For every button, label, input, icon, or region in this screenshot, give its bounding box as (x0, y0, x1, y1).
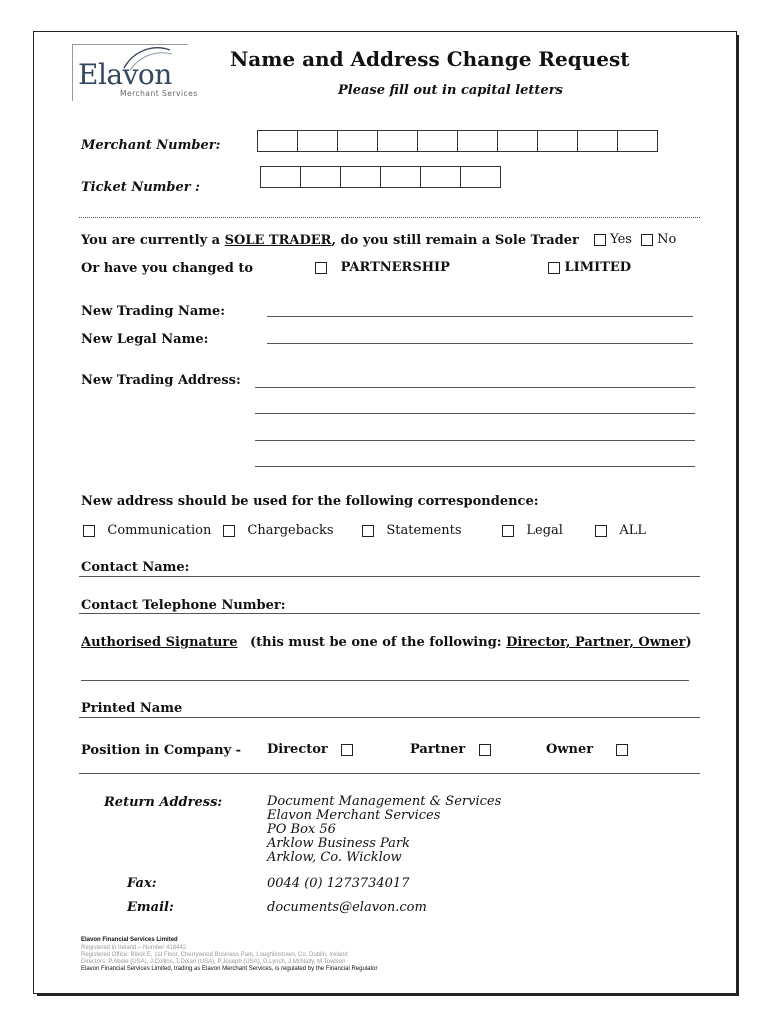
contact-name-input[interactable] (79, 576, 700, 577)
digit-box[interactable] (258, 131, 298, 151)
question-text: You are currently a (81, 233, 225, 248)
fax-value: 0044 (0) 1273734017 (267, 876, 410, 891)
digit-box[interactable] (378, 131, 418, 151)
partnership-checkbox[interactable] (315, 262, 327, 274)
owner-checkbox[interactable] (616, 744, 628, 756)
digit-box[interactable] (461, 167, 500, 187)
address-line-input[interactable] (255, 413, 695, 414)
limited-option[interactable] (548, 260, 631, 275)
partnership-option[interactable] (315, 260, 450, 275)
changed-to-label: Or have you changed to (81, 261, 254, 276)
option-label: Owner (546, 742, 594, 757)
email-value[interactable]: documents@elavon.com (267, 900, 427, 915)
address-line: PO Box 56 (267, 822, 336, 837)
new-legal-name-input[interactable] (267, 343, 693, 344)
all-checkbox[interactable] (595, 525, 607, 537)
merchant-number-field[interactable] (257, 130, 658, 152)
signature-label: Authorised Signature (81, 635, 238, 650)
page-shadow (37, 993, 739, 996)
option-label: Statements (386, 523, 462, 538)
note-roles: Director, Partner, Owner (506, 635, 686, 650)
contact-phone-label: Contact Telephone Number: (81, 598, 286, 613)
yes-checkbox[interactable] (594, 234, 606, 246)
ticket-number-field[interactable] (260, 166, 501, 188)
correspondence-heading: New address should be used for the following correspondence: (81, 494, 539, 509)
new-trading-name-input[interactable] (267, 316, 693, 317)
partner-checkbox[interactable] (479, 744, 491, 756)
chargebacks-checkbox[interactable] (223, 525, 235, 537)
partnership-label: PARTNERSHIP (340, 260, 450, 275)
legal-checkbox[interactable] (502, 525, 514, 537)
fax-label: Fax: (127, 876, 157, 891)
statements-checkbox[interactable] (362, 525, 374, 537)
footer-office: Registered Office: Block E, 1st Floor, Cherrywood Business Park, Loughlinstown, Co. Dublin, Ireland (81, 952, 348, 958)
logo-subtitle: Merchant Services (120, 89, 198, 98)
section-divider (79, 773, 700, 774)
note-text: ) (685, 635, 692, 650)
option-label: Partner (410, 742, 466, 757)
partner-option[interactable] (410, 742, 491, 757)
yes-option[interactable] (594, 232, 632, 247)
option-label: Chargebacks (247, 523, 334, 538)
limited-checkbox[interactable] (548, 262, 560, 274)
no-option[interactable] (641, 232, 676, 247)
new-trading-name-label: New Trading Name: (81, 304, 226, 319)
option-label: Legal (526, 523, 563, 538)
digit-box[interactable] (261, 167, 301, 187)
statements-option[interactable] (362, 523, 462, 538)
option-label: Communication (107, 523, 212, 538)
address-line: Elavon Merchant Services (267, 808, 441, 823)
footer-registered: Registered in Ireland – Number 418442 (81, 945, 187, 951)
return-address-label: Return Address: (104, 795, 223, 810)
note-text: (this must be one of the following: (250, 635, 507, 650)
digit-box[interactable] (578, 131, 618, 151)
question-emphasis: SOLE TRADER (224, 233, 332, 248)
contact-phone-input[interactable] (79, 613, 700, 614)
logo-wordmark: Elavon (78, 58, 172, 91)
digit-box[interactable] (618, 131, 657, 151)
page-title: Name and Address Change Request (230, 47, 630, 71)
page-shadow (736, 35, 739, 995)
communication-option[interactable] (83, 523, 211, 538)
no-label: No (657, 232, 677, 247)
page-subtitle: Please fill out in capital letters (338, 83, 563, 98)
digit-box[interactable] (421, 167, 461, 187)
footer-directors: Directors: P.Abele (USA), J.Collins, T.Dolan (USA), P.Joseph (USA), D.Lynch, J.McNally, M.Towlson (81, 959, 346, 965)
signature-note (250, 635, 692, 650)
sole-trader-question (81, 233, 579, 248)
address-line: Document Management & Services (267, 794, 502, 809)
printed-name-input[interactable] (79, 717, 700, 718)
signature-input[interactable] (81, 680, 689, 681)
legal-option[interactable] (502, 523, 563, 538)
contact-name-label: Contact Name: (81, 560, 190, 575)
address-line-input[interactable] (255, 466, 695, 467)
digit-box[interactable] (341, 167, 381, 187)
digit-box[interactable] (381, 167, 421, 187)
digit-box[interactable] (298, 131, 338, 151)
digit-box[interactable] (338, 131, 378, 151)
section-divider (79, 217, 700, 218)
email-label: Email: (127, 900, 174, 915)
merchant-number-label: Merchant Number: (81, 138, 221, 153)
digit-box[interactable] (418, 131, 458, 151)
new-trading-address-label: New Trading Address: (81, 373, 241, 388)
return-address-block (267, 795, 501, 865)
address-line-input[interactable] (255, 387, 695, 388)
address-line-input[interactable] (255, 440, 695, 441)
footer-company: Elavon Financial Services Limited (81, 937, 178, 943)
address-line: Arklow, Co. Wicklow (267, 850, 402, 865)
digit-box[interactable] (301, 167, 341, 187)
digit-box[interactable] (498, 131, 538, 151)
printed-name-label: Printed Name (81, 701, 183, 716)
position-label: Position in Company - (81, 743, 242, 758)
yes-label: Yes (610, 232, 632, 247)
option-label: ALL (619, 523, 647, 538)
ticket-number-label: Ticket Number : (81, 180, 200, 195)
director-checkbox[interactable] (341, 744, 353, 756)
address-line: Arklow Business Park (267, 836, 411, 851)
question-text: , do you still remain a Sole Trader (331, 233, 579, 248)
digit-box[interactable] (538, 131, 578, 151)
communication-checkbox[interactable] (83, 525, 95, 537)
no-checkbox[interactable] (641, 234, 653, 246)
digit-box[interactable] (458, 131, 498, 151)
footer-regulated: Elavon Financial Services Limited, trading as Elavon Merchant Services, is regulated by the Financial Regulator (81, 966, 378, 972)
option-label: Director (267, 742, 328, 757)
new-legal-name-label: New Legal Name: (81, 332, 209, 347)
limited-label: LIMITED (564, 260, 632, 275)
all-option[interactable] (595, 523, 646, 538)
chargebacks-option[interactable] (223, 523, 334, 538)
director-option[interactable] (267, 742, 353, 757)
owner-option[interactable] (546, 742, 628, 757)
